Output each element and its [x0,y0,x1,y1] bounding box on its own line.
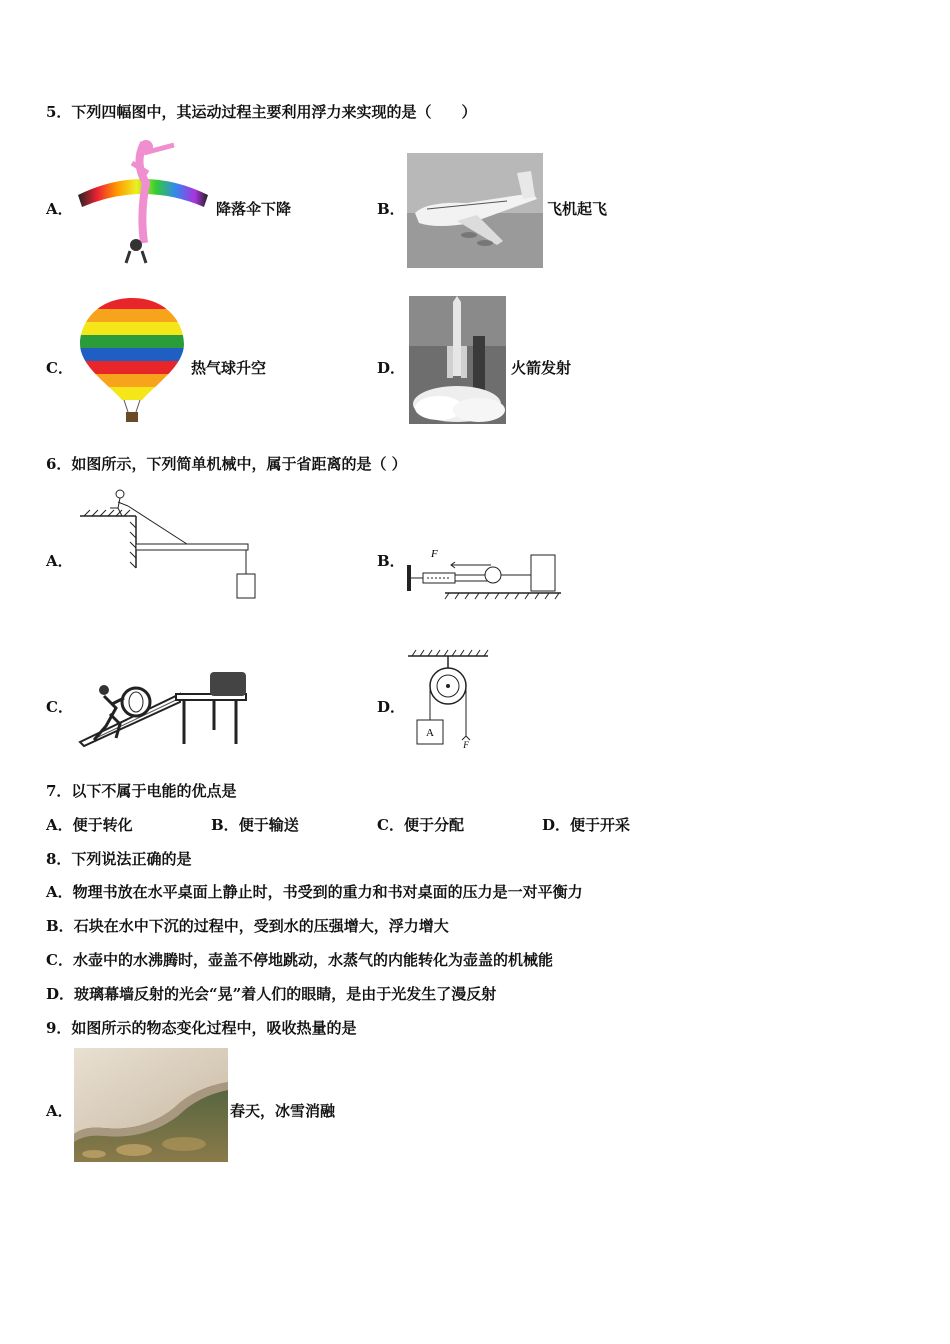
q8-option-c-text: 水壶中的水沸腾时，壶盖不停地跳动，水蒸气的内能转化为壶盖的机械能 [72,951,553,969]
horizontal-pulley-diagram [405,545,565,601]
q8-option-d-letter: D． [46,985,75,1003]
force-label-d: F [463,740,469,750]
rocket-launch-image [409,296,506,424]
q5-option-a-caption: 降落伞下降 [216,200,292,218]
fixed-pulley-diagram [408,648,490,750]
q6-option-b-letter[interactable]: B． [377,552,405,570]
q7-option-a-text: 便于转化 [72,816,133,834]
q9-option-a-letter[interactable]: A． [46,1102,73,1120]
q7-option-c-text: 便于分配 [403,816,464,834]
q5-option-c-caption: 热气球升空 [191,359,267,377]
q9-stem: 9．如图所示的物态变化过程中，吸收热量的是 [46,1019,357,1037]
q5-stem: 5．下列四幅图中，其运动过程主要利用浮力来实现的是（ ） [46,103,477,121]
q8-option-c[interactable] [46,949,553,970]
q8-option-d[interactable] [46,983,496,1004]
melting-snow-image [74,1048,228,1162]
q8-option-c-letter: C． [46,951,73,969]
q7-option-d-letter: D． [542,816,571,834]
q5-option-d-caption: 火箭发射 [511,359,572,377]
parachute-image [74,133,212,269]
q8-option-a-letter: A． [46,883,73,901]
q7-option-b-letter: B． [211,816,239,834]
q8-option-b-text: 石块在水中下沉的过程中，受到水的压强增大，浮力增大 [73,917,449,935]
q8-option-d-text: 玻璃幕墙反射的光会“晃”着人们的眼睛，是由于光发生了漫反射 [74,985,497,1003]
q5-option-c-letter[interactable]: C． [46,359,73,377]
q6-option-d-letter[interactable]: D． [377,698,406,716]
q5-option-a-letter[interactable]: A． [46,200,73,218]
block-label: A [426,727,434,739]
q7-option-b[interactable] [211,814,299,835]
q8-option-b-letter: B． [46,917,74,935]
q8-option-b[interactable] [46,915,449,936]
q6-stem: 6．如图所示，下列简单机械中，属于省距离的是（ ） [46,455,407,473]
q7-option-c[interactable] [377,814,464,835]
q8-option-a-text: 物理书放在水平桌面上静止时，书受到的重力和书对桌面的压力是一对平衡力 [72,883,583,901]
q9-option-a-caption: 春天，冰雪消融 [230,1102,336,1120]
q7-option-b-text: 便于输送 [238,816,299,834]
q8-stem: 8．下列说法正确的是 [46,850,192,868]
force-label: F [431,548,438,560]
q7-option-d[interactable] [542,814,630,835]
q7-stem: 7．以下不属于电能的优点是 [46,782,237,800]
q7-option-a-letter: A． [46,816,73,834]
q5-option-b-caption: 飞机起飞 [547,200,608,218]
hot-air-balloon-image [76,296,188,424]
q7-option-a[interactable] [46,814,133,835]
q6-option-c-letter[interactable]: C． [46,698,73,716]
q7-option-c-letter: C． [377,816,404,834]
airplane-image [407,153,543,268]
q7-option-d-text: 便于开采 [570,816,631,834]
q8-option-a[interactable] [46,881,583,902]
q6-option-a-letter[interactable]: A． [46,552,73,570]
inclined-plane-diagram [76,668,251,748]
wall-lever-diagram [80,486,260,602]
q5-option-b-letter[interactable]: B． [377,200,405,218]
q5-option-d-letter[interactable]: D． [377,359,406,377]
